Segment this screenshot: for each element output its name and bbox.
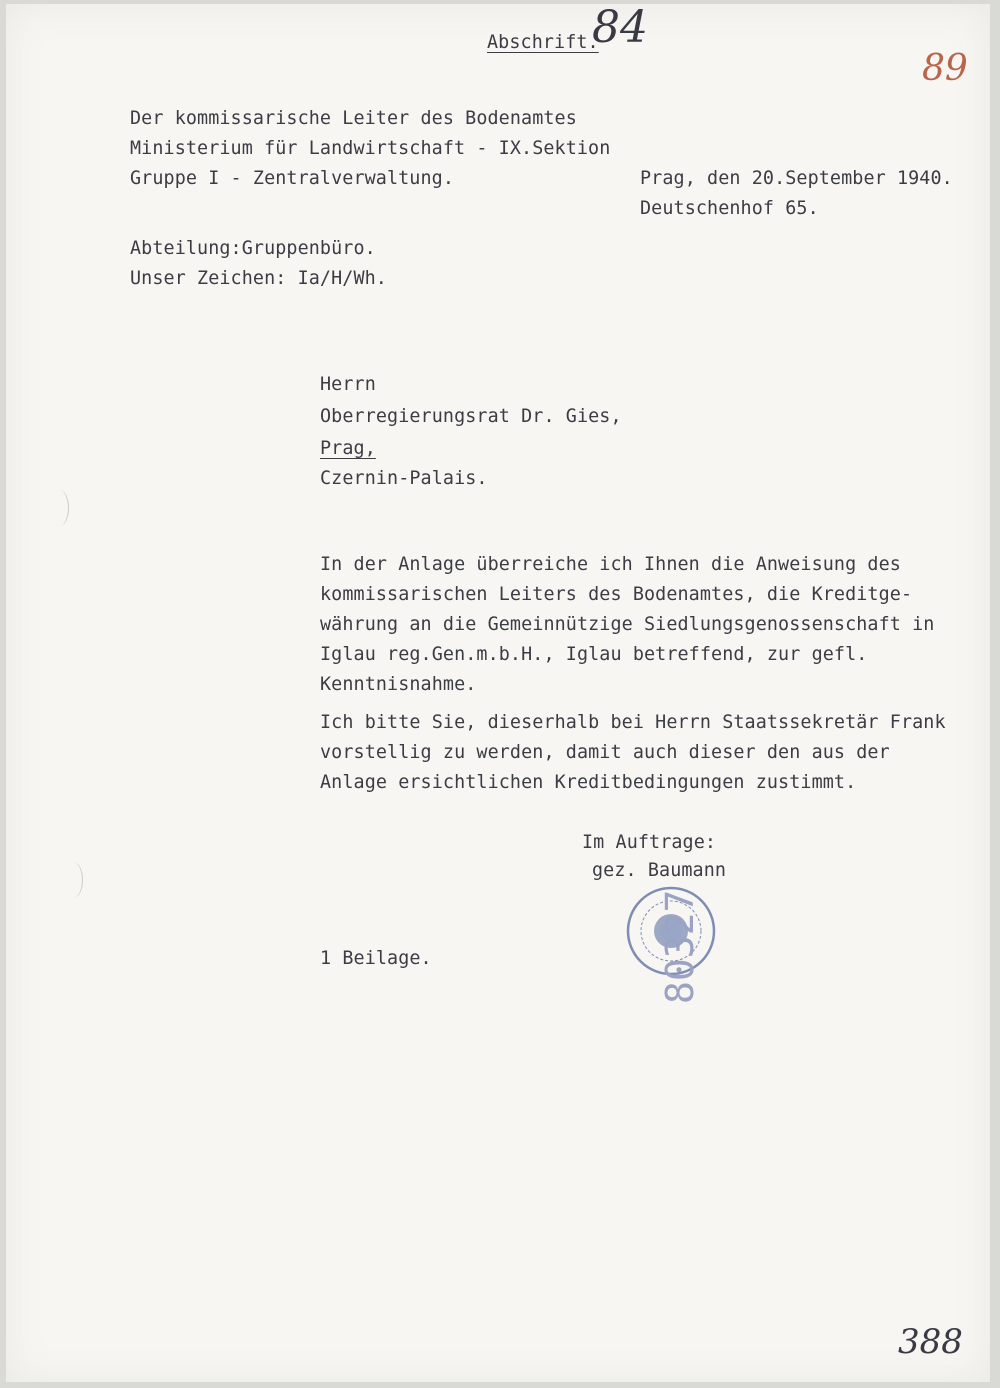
body-line: Anlage ersichtlichen Kreditbedingungen zustimmt. xyxy=(320,772,857,793)
page-number: 388 xyxy=(898,1322,963,1362)
body-line: Iglau reg.Gen.m.b.H., Iglau betreffend, zur gefl. xyxy=(320,644,868,665)
corner-number: 89 xyxy=(922,48,968,89)
signature-line-1: Im Auftrage: xyxy=(582,832,717,853)
sender-line-3: Gruppe I - Zentralverwaltung. xyxy=(130,168,454,189)
document-title: Abschrift. xyxy=(487,32,599,53)
body-line: kommissarischen Leiters des Bodenamtes, die Kreditge- xyxy=(320,584,913,605)
recipient-line-1: Herrn xyxy=(320,374,376,395)
document-page xyxy=(6,4,990,1382)
punch-hole-lower xyxy=(64,862,83,898)
address-line: Deutschenhof 65. xyxy=(640,198,819,219)
body-line: Ich bitte Sie, dieserhalb bei Herrn Staatssekretär Frank xyxy=(320,712,946,733)
enclosure-line: 1 Beilage. xyxy=(320,948,432,969)
archive-stamp-number: 80327 xyxy=(658,889,702,1004)
recipient-city: Prag, xyxy=(320,438,376,459)
body-line: währung an die Gemeinnützige Siedlungsgenossenschaft in xyxy=(320,614,935,635)
body-line: In der Anlage überreiche ich Ihnen die Anweisung des xyxy=(320,554,901,575)
body-line: vorstellig zu werden, damit auch dieser den aus der xyxy=(320,742,890,763)
recipient-line-2: Oberregierungsrat Dr. Gies, xyxy=(320,406,622,427)
punch-hole-upper xyxy=(50,490,69,526)
signature-line-2: gez. Baumann xyxy=(592,860,727,881)
handwritten-number: 84 xyxy=(592,2,648,53)
date-line: Prag, den 20.September 1940. xyxy=(640,168,953,189)
sender-line-1: Der kommissarische Leiter des Bodenamtes xyxy=(130,108,577,129)
department-line: Abteilung:Gruppenbüro. xyxy=(130,238,376,259)
reference-line: Unser Zeichen: Ia/H/Wh. xyxy=(130,268,387,289)
body-line: Kenntnisnahme. xyxy=(320,674,477,695)
recipient-line-4: Czernin-Palais. xyxy=(320,468,488,489)
sender-line-2: Ministerium für Landwirtschaft - IX.Sektion xyxy=(130,138,611,159)
